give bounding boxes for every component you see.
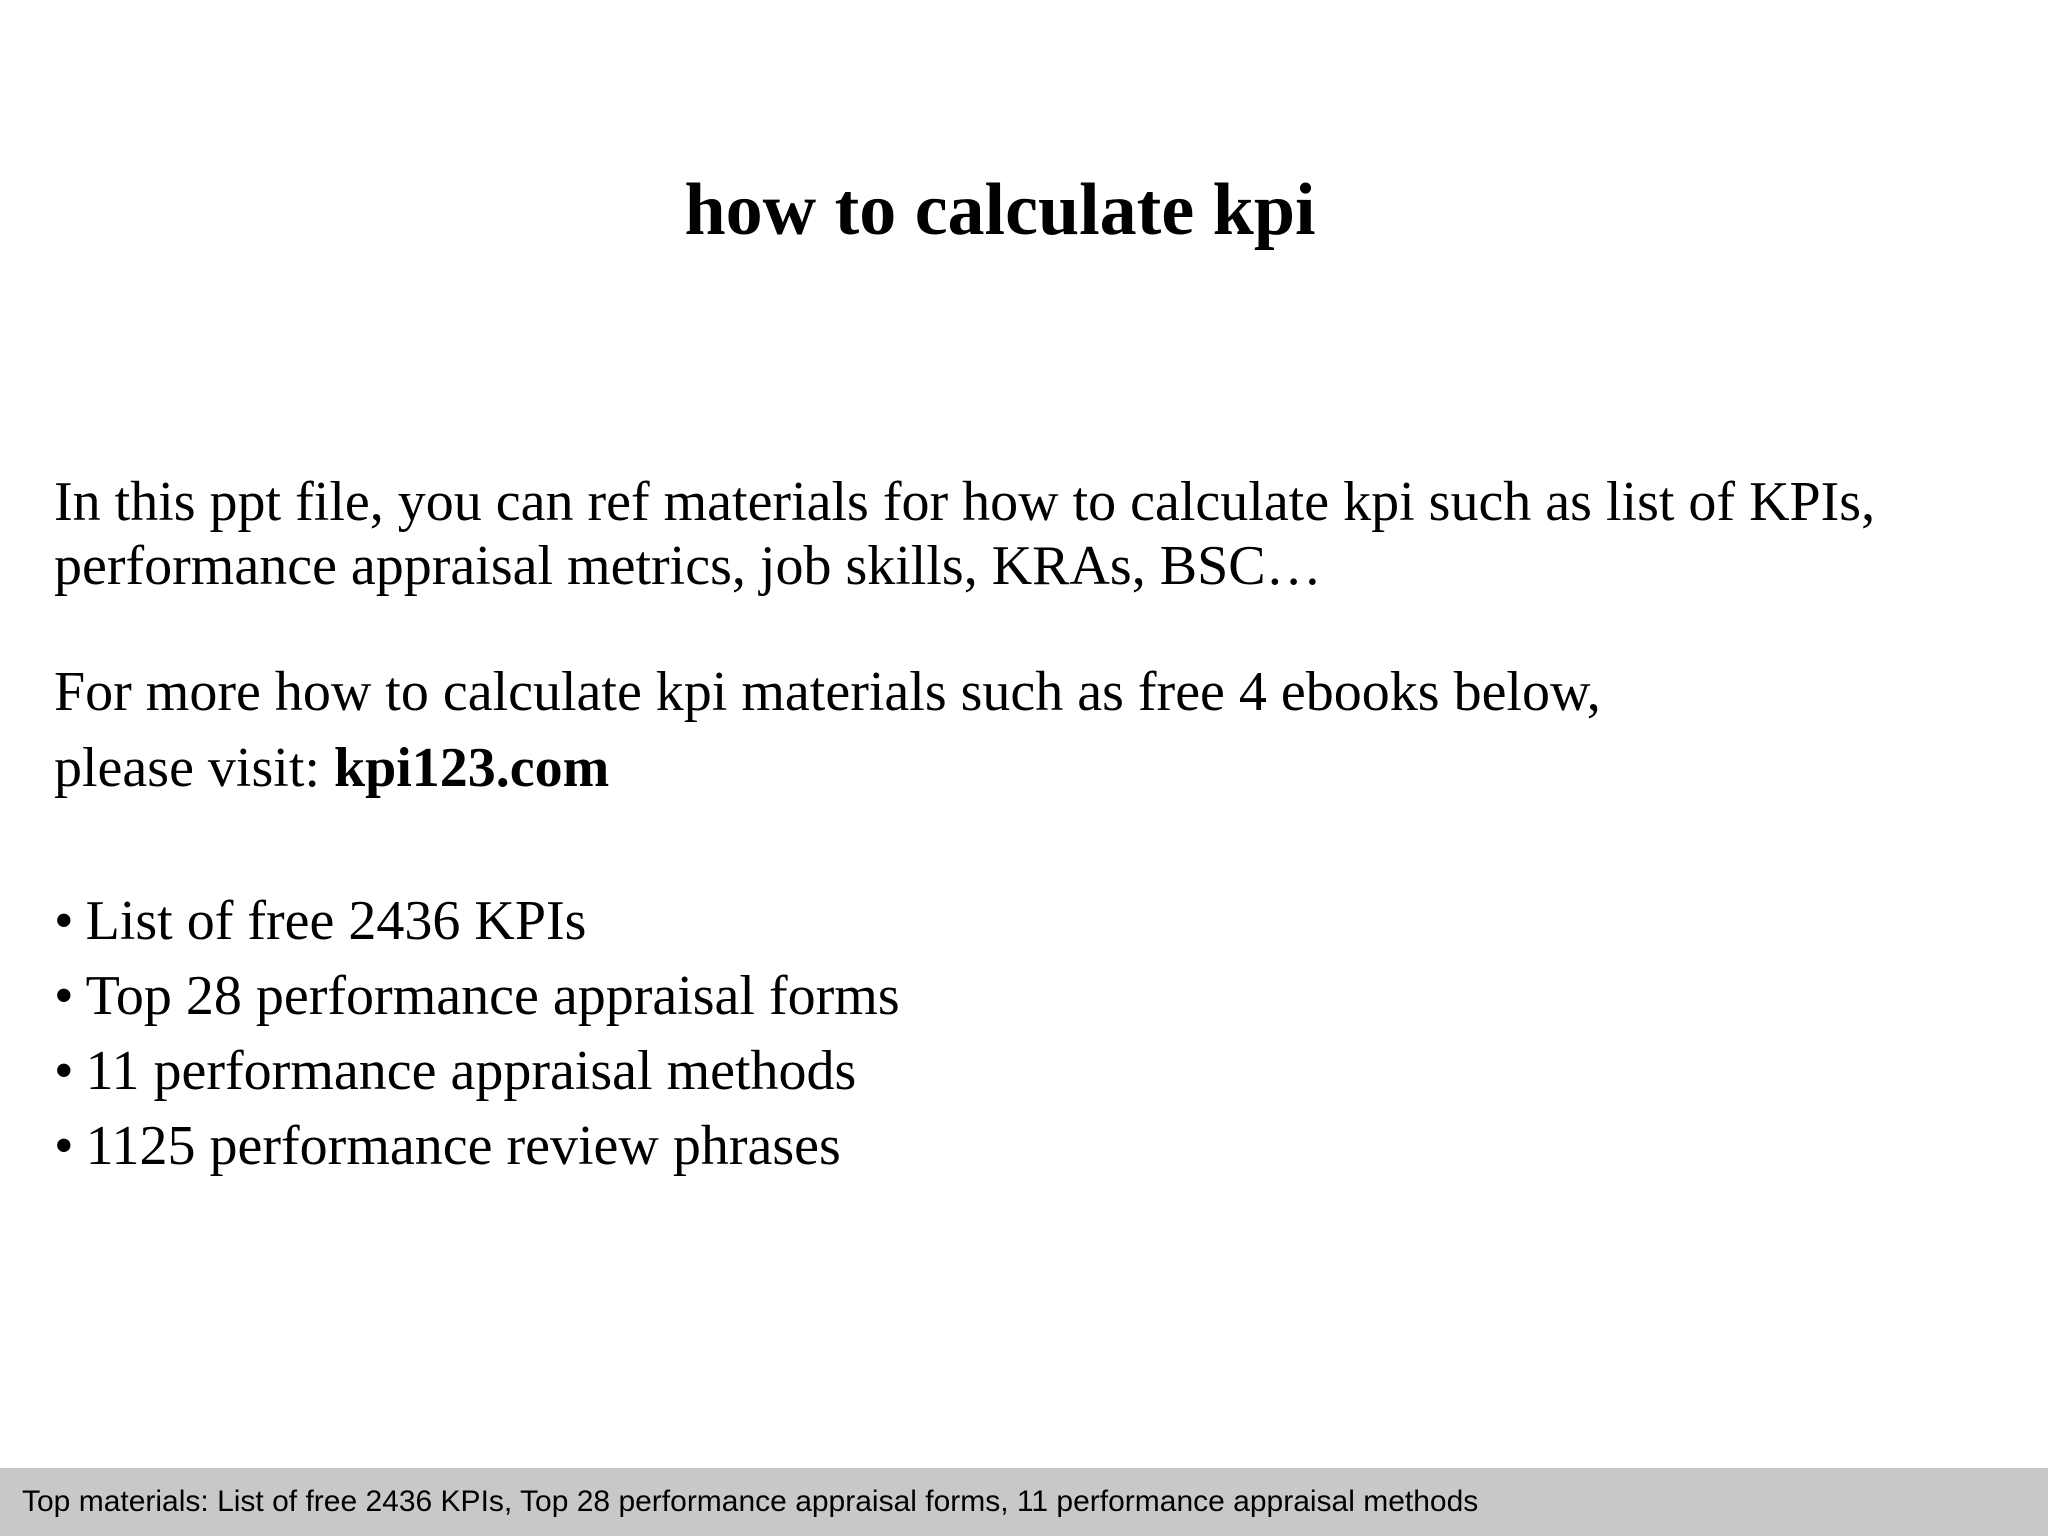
list-item xyxy=(54,1034,900,1109)
list-item-label: Top 28 performance appraisal forms xyxy=(85,965,900,1027)
list-item-label: 11 performance appraisal methods xyxy=(85,1040,857,1102)
footer-text: Top materials: List of free 2436 KPIs, Top 28 performance appraisal forms, 11 performance appraisal methods xyxy=(22,1485,1479,1518)
ebook-list xyxy=(54,884,900,1184)
visit-label: please visit: xyxy=(54,737,334,799)
visit-link[interactable]: kpi123.com xyxy=(333,737,610,799)
list-item-label: List of free 2436 KPIs xyxy=(85,890,587,952)
footer-bar xyxy=(0,1468,2048,1536)
more-paragraph xyxy=(54,660,2014,800)
bullet-icon: • xyxy=(54,965,74,1027)
intro-line-2: performance appraisal metrics, job skills, KRAs, BSC… xyxy=(54,535,1322,597)
visit-line xyxy=(54,736,2014,800)
list-item xyxy=(54,884,900,959)
intro-line-1: In this ppt file, you can ref materials for how to calculate kpi such as list of KPIs, xyxy=(54,471,1876,533)
bullet-icon: • xyxy=(54,890,74,952)
list-item-label: 1125 performance review phrases xyxy=(85,1115,841,1177)
list-item xyxy=(54,1109,900,1184)
intro-paragraph xyxy=(54,470,2014,598)
more-line-1: For more how to calculate kpi materials such as free 4 ebooks below, xyxy=(54,661,1601,723)
slide-title: how to calculate kpi xyxy=(684,169,1316,251)
list-item xyxy=(54,959,900,1034)
bullet-icon: • xyxy=(54,1115,74,1177)
bullet-icon: • xyxy=(54,1040,74,1102)
